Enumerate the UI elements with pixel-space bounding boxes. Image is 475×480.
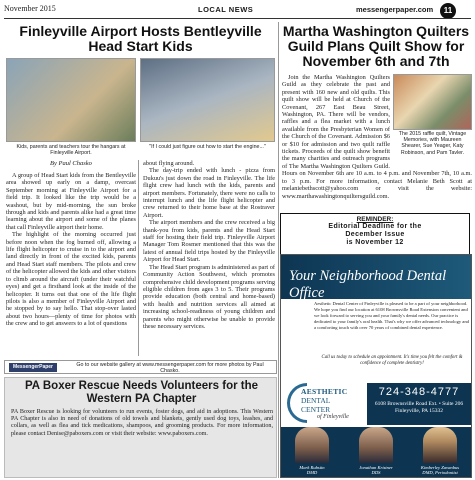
dental-ad[interactable] — [280, 254, 472, 478]
messenger-logo: MessengerPaper — [9, 363, 57, 372]
gallery-text: Go to our website gallery at www.messengerpaper.com for more photos by Paul Chasko. — [76, 362, 264, 374]
header-rule — [4, 18, 471, 19]
paragraph: The Head Start program is administered as part of Community Action Southwest, which promotes comprehensive child development programs serving eligible children from ages 3 to 5. Their programs provide education (both central and home-based) with health and nutrition services all aimed at increasing school-readiness of young children and parents who might otherwise be unable to provide these necessary services. — [143, 263, 275, 330]
doctor-photo — [423, 427, 457, 463]
boxer-headline: PA Boxer Rescue Needs Volunteers for the Western PA Chapter — [24, 380, 259, 405]
airport-caption-right: "If I could just figure out how to start the engine..." — [149, 144, 266, 150]
logo-word-2: DENTAL — [301, 396, 331, 405]
quilt-body-bottom — [282, 170, 472, 210]
doctors-strip — [281, 427, 471, 477]
airport-caption-left: Kids, parents and teachers tour the hangars at Finleyville Airport. — [16, 144, 126, 157]
ad-banner: Your Neighborhood Dental Office — [281, 255, 471, 299]
logo-word-3: CENTER — [301, 405, 331, 414]
boxer-rescue-box — [4, 377, 277, 478]
paragraph: The highlight of the morning occurred just before noon when the fog burned off, allowing a life flight helicopter to cruise in to the airport and land directly in front of the excited kids, parents and Head Start staff members. The pilots and crew of the helicopter allowed the kids and other visitors to climb around the aircraft (under their watchful eyes) and get a firsthand look at the inside of the helicopter. It turns out that one of the life flight pilots is also a member of Finleyville Airport and he stopped by to say hello. That stop-over lasted about two hours—plenty of time for photos with the crew and to get answers to a lot of questions — [6, 231, 136, 328]
paragraph: The airport members and the crew received a big thank-you from kids, parents and the Head Start staff for hosting their field trip. Finleyville Airport Manager Tom Rosmer mentioned that this was the latest of annual field trips hosted by the Finleyville Airport for Head Start. — [143, 219, 275, 264]
gallery-notice[interactable] — [4, 360, 277, 374]
logo-word-1: AESTHETIC — [301, 387, 348, 396]
ad-call-to-action: Call us today to schedule an appointment. It's time you felt the comfort & confidence of complete dentistry! — [321, 355, 463, 366]
reminder-line: December Issue — [345, 231, 405, 238]
quilt-photo — [393, 74, 472, 130]
paragraph: A group of Head Start kids from the Bentleyville area showed up early on a damp, overcast September morning at Finleyville Airport for a field trip. It looked like the trip would be a washout, but by mid-morning, the sun broke through and kids and parents alike had a great time learning about the airport and some of the planes that call Finleyville airport their home. — [6, 172, 136, 231]
page-number-badge: 11 — [440, 3, 456, 19]
airport-photo-left — [6, 58, 136, 142]
paragraph-continued: Hours on November 6th are 10 a.m. to 4 p.m. and November 7th, 10 a.m. to 3 p.m. For more information, contact Melanie Beth Scott at melaniebethscott@yahoo.com or visit the website: www.marthawashingtonquiltersguild.com. — [282, 170, 472, 200]
editorial-reminder — [280, 213, 470, 257]
quilt-body-flow — [282, 170, 472, 200]
airport-column-1 — [6, 172, 136, 328]
section-title: LOCAL NEWS — [198, 5, 254, 14]
city: Finleyville, PA 15332 — [395, 408, 443, 414]
airport-byline: By Paul Chasko — [50, 160, 92, 167]
quilt-body-top — [282, 74, 390, 170]
quilt-caption: The 2015 raffle quilt, Vintage Memories, with Maureen Shearer, Sue Yeager, Katy Robinson, and Pam Tavler. — [398, 131, 467, 156]
boxer-body: PA Boxer Rescue is looking for volunteers to run events, foster dogs, and aid in adoptions. This Western PA Chapter is also in need of donations of old towels and blankets, gently used dog toys, leashes, and collars, as well as flea and tick medications, shampoos, and grooming products. For more information, please contact Denise@paboxers.com or visit their website: www.paboxers.com. — [11, 409, 273, 437]
site-url[interactable]: messengerpaper.com — [356, 5, 434, 14]
reminder-line: Editorial Deadline for the — [328, 223, 422, 230]
doctor-photo — [359, 427, 393, 463]
reminder-line: is November 12 — [346, 239, 404, 246]
paragraph: Join the Martha Washington Quilters Guild as they celebrate the past and present with 160 new and old quilts. This quilt show will be held at Church of the Covenant, 267 East Beau Street, Washington, PA. There will be vendors, raffles and a flea market with a lunch available from the Presbyterian Women of the Church of the Covenant. Admission $6 or $10 for admission and two quilt raffle tickets. Proceeds of the quilt show benefit the many charities and outreach programs of The Martha Washington Quilters Guild. — [282, 74, 390, 170]
page-header — [0, 0, 475, 20]
issue-date: November 2015 — [4, 4, 56, 13]
airport-column-2 — [143, 160, 275, 330]
contact-box — [367, 383, 471, 425]
dental-logo — [287, 383, 359, 423]
column-divider — [138, 160, 139, 356]
doctor-name: Mark Rubstin DMD — [299, 465, 325, 476]
doctor-photo — [295, 427, 329, 463]
airport-headline: Finleyville Airport Hosts Bentleyville Head Start Kids — [19, 23, 262, 54]
phone-number[interactable]: 724-348-4777 — [378, 386, 460, 398]
page-divider — [278, 22, 279, 478]
paragraph: about flying around. — [143, 160, 195, 167]
paragraph: The day-trip ended with lunch - pizza from Dukuu's just down the road in Finleyville. The life flight crew had lunch with the kids, parents and airport members. Fortunately, there were no calls to interrupt lunch and the life flight helicopter and crew returned to their home base at the Rostraver Airport. — [143, 167, 275, 219]
doctor-name: Kimberley Zavanbus DMD, Periodontist — [420, 465, 460, 476]
airport-photo-right — [140, 58, 275, 142]
doctor-name: Jonathan Kristner DDS — [359, 465, 393, 476]
reminder-title: REMINDER: — [356, 216, 394, 223]
address: 6108 Brownsville Road Ext. • Suite 206 — [374, 401, 464, 407]
logo-word-4: of Finleyville — [317, 414, 349, 420]
quilt-headline: Martha Washington Quilters Guild Plans Quilt Show for November 6th and 7th — [282, 23, 470, 69]
ad-description: Aesthetic Dental Center of Finleyville is pleased to be a part of your neighborhood. We hope you find our location at 6108 Brownsville Road Extension convenient and we look forward to serving you and your family's dental needs. Our practice is dedicated to your family's oral health. That's why we offer advanced technology and a comforting touch with over 70 years of combined dental experience. — [314, 301, 469, 330]
